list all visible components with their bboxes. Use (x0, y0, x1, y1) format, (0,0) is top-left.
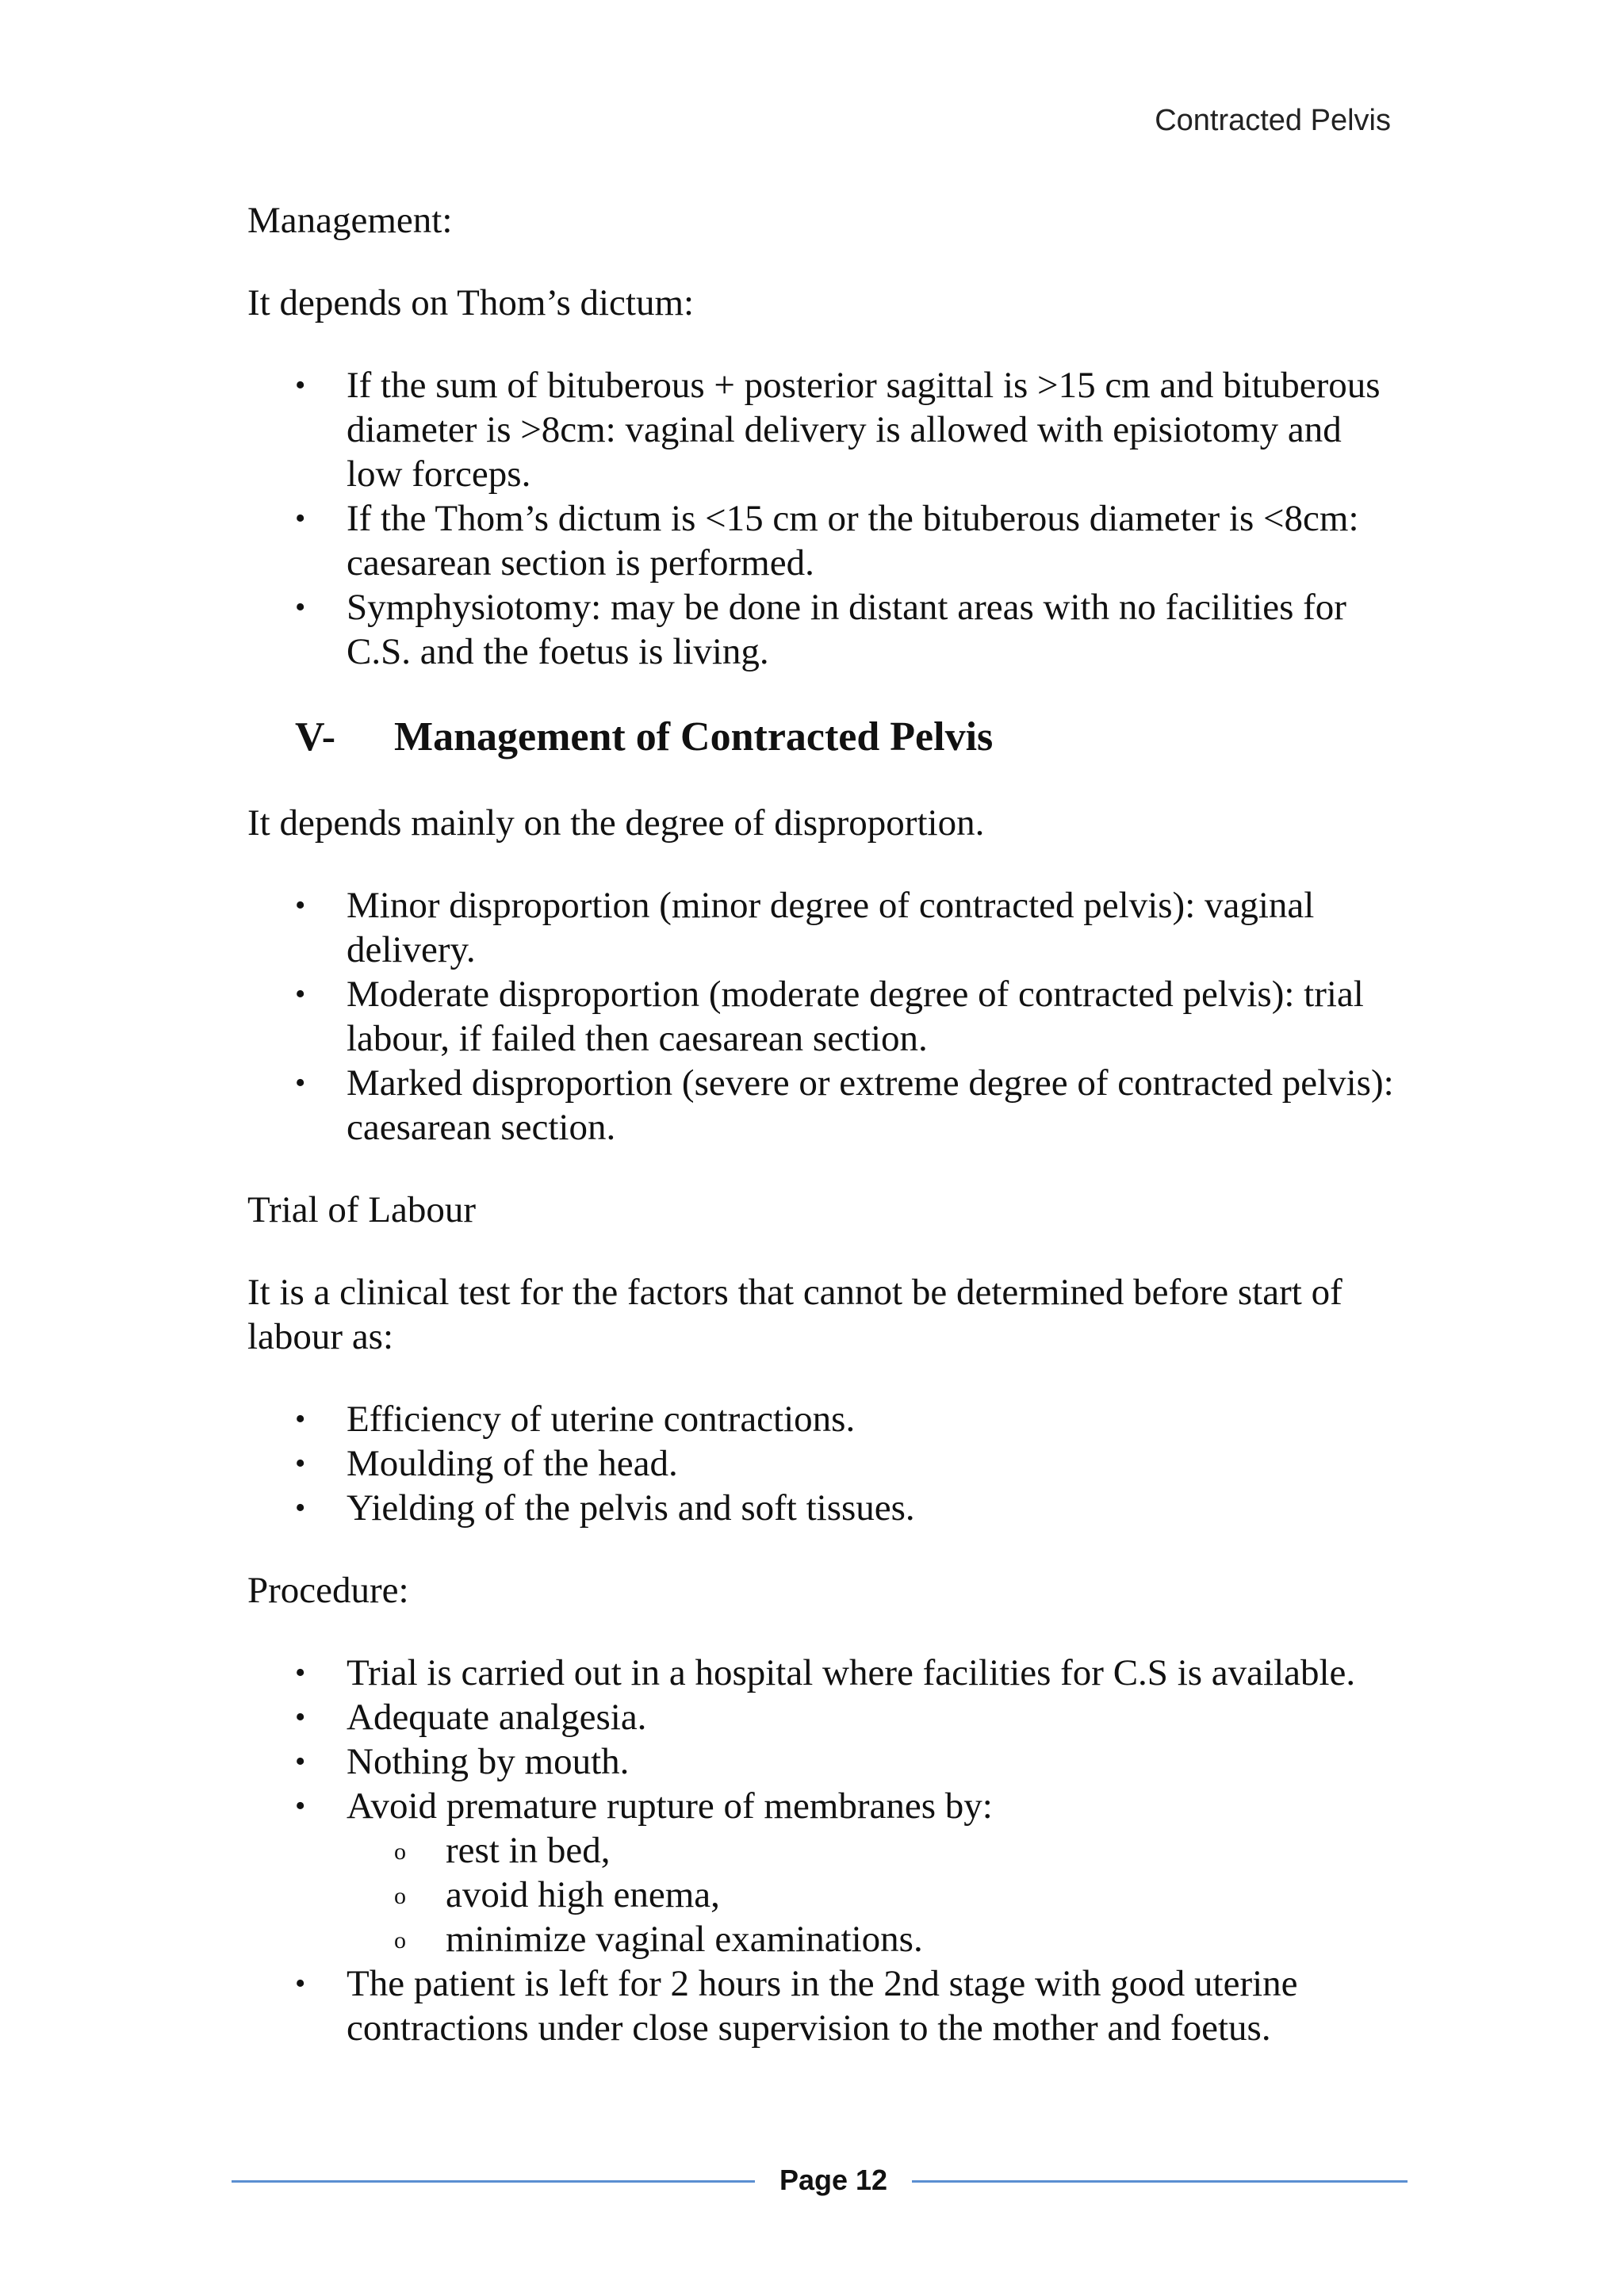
list-item: • Moulding of the head. (295, 1443, 678, 1484)
bullet-icon: • (295, 1701, 306, 1734)
procedure-list (247, 1651, 1397, 2050)
list-item: • Marked disproportion (severe or extreme degree of contracted pelvis): caesarean section. (295, 1062, 1394, 1148)
footer-rule-right (912, 2180, 1408, 2183)
list-item: • The patient is left for 2 hours in the 2nd stage with good uterine contractions under close supervision to the mother and foetus. (295, 1963, 1298, 2049)
list-item: • If the Thom’s dictum is <15 cm or the bituberous diameter is <8cm: caesarean section is performed. (295, 498, 1359, 584)
section-heading (247, 712, 1397, 763)
membranes-sub-list (347, 1828, 1397, 1961)
list-item: • Avoid premature rupture of membranes by: o rest in bed, o avoid high enema, o minimize vaginal examinations. (247, 1784, 1397, 1961)
disproportion-list (247, 883, 1397, 1150)
list-item: • If the sum of bituberous + posterior sagittal is >15 cm and bituberous diameter is >8cm: vaginal delivery is allowed with episiotomy and low forceps. (295, 365, 1381, 495)
sub-bullet-icon: o (394, 1927, 406, 1954)
thoms-dictum-list (247, 363, 1397, 674)
bullet-icon: • (295, 889, 306, 922)
sub-bullet-icon: o (394, 1883, 406, 1909)
sub-list-item: o rest in bed, (347, 1828, 1397, 1873)
procedure-heading: Procedure: (247, 1570, 409, 1611)
list-item: • Symphysiotomy: may be done in distant areas with no facilities for C.S. and the foetus is living. (295, 587, 1346, 672)
list-item: • Minor disproportion (minor degree of contracted pelvis): vaginal delivery. (295, 885, 1315, 970)
list-item: • Efficiency of uterine contractions. (295, 1399, 856, 1440)
footer-rule-left (232, 2180, 755, 2183)
list-item: • Nothing by mouth. (295, 1741, 630, 1782)
bullet-icon: • (295, 978, 306, 1011)
bullet-icon: • (295, 1447, 306, 1480)
bullet-icon: • (295, 1491, 306, 1525)
management-heading: Management: (247, 200, 453, 241)
page-number: Page 12 (779, 2164, 888, 2196)
bullet-icon: • (295, 1066, 306, 1100)
trial-factors-list (247, 1397, 1397, 1530)
bullet-icon: • (295, 1789, 306, 1823)
sub-list-item: o minimize vaginal examinations. (347, 1917, 1397, 1961)
thoms-dictum-intro: It depends on Thom’s dictum: (247, 282, 695, 323)
bullet-icon: • (295, 1402, 306, 1436)
bullet-icon: • (295, 1967, 306, 2000)
list-item: • Trial is carried out in a hospital where facilities for C.S is available. (295, 1652, 1356, 1693)
section-title: Management of Contracted Pelvis (394, 714, 994, 760)
bullet-icon: • (295, 1656, 306, 1689)
running-header: Contracted Pelvis (1155, 104, 1391, 137)
page-footer (0, 2164, 1624, 2196)
section-intro: It depends mainly on the degree of disproportion. (247, 802, 985, 844)
page-content (247, 198, 1397, 2050)
sub-list-item: o avoid high enema, (347, 1873, 1397, 1917)
section-number: V- (295, 714, 336, 760)
bullet-icon: • (295, 1745, 306, 1778)
bullet-icon: • (295, 369, 306, 402)
bullet-icon: • (295, 591, 306, 624)
trial-of-labour-intro: It is a clinical test for the factors that cannot be determined before start of labour as: (247, 1272, 1342, 1357)
trial-of-labour-heading: Trial of Labour (247, 1189, 477, 1230)
list-item: • Yielding of the pelvis and soft tissues. (295, 1487, 915, 1529)
list-item: • Moderate disproportion (moderate degree of contracted pelvis): trial labour, if failed then caesarean section. (295, 974, 1364, 1059)
list-item: • Adequate analgesia. (295, 1697, 647, 1738)
sub-bullet-icon: o (394, 1839, 406, 1865)
bullet-icon: • (295, 502, 306, 535)
